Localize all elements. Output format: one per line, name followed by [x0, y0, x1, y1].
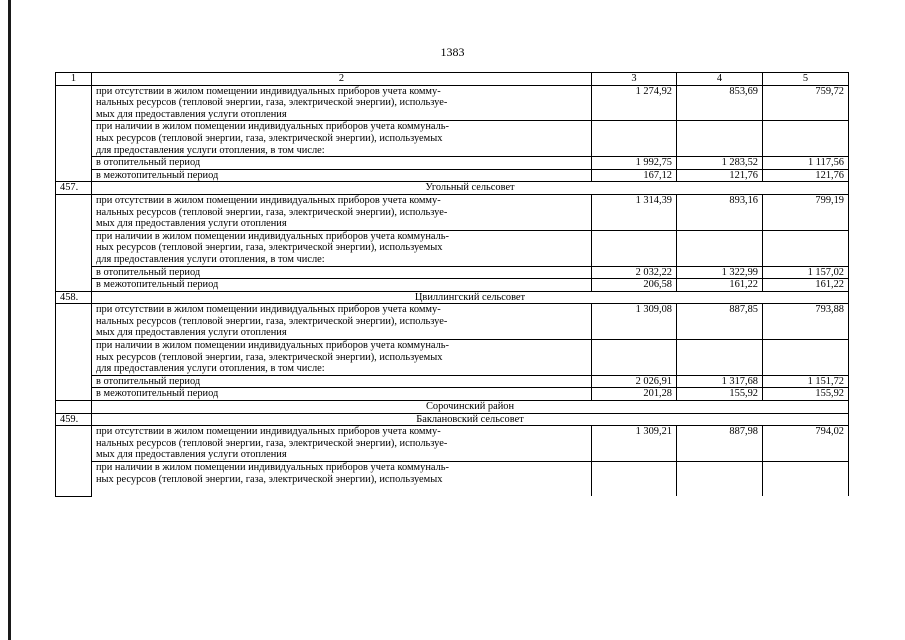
description-line: мых для предоставления услуги отопления — [96, 218, 287, 230]
table-row — [56, 157, 849, 170]
value-cell-v4: 155,92 — [677, 388, 763, 401]
table-row — [56, 230, 849, 266]
row-description — [92, 426, 592, 462]
column-header: 4 — [677, 73, 763, 86]
description-line: при отсутствии в жилом помещении индивидуальных приборов учета комму- — [96, 194, 441, 206]
column-header: 1 — [56, 73, 92, 86]
value-cell-v5 — [763, 462, 849, 497]
value-cell-v5 — [763, 121, 849, 157]
value-cell-v4: 887,98 — [677, 426, 763, 462]
description-line: нальных ресурсов (тепловой энергии, газа, электрической энергии), используе- — [96, 97, 448, 109]
row-description — [92, 304, 592, 340]
table-row — [56, 340, 849, 376]
settlement-heading: Баклановский сельсовет — [92, 413, 849, 426]
value-cell-v4: 1 283,52 — [677, 157, 763, 170]
row-number: 457. — [56, 182, 92, 195]
row-number-cell — [56, 194, 92, 291]
value-cell-v4 — [677, 121, 763, 157]
description-line: при отсутствии в жилом помещении индивидуальных приборов учета комму- — [96, 85, 441, 97]
description-line: нальных ресурсов (тепловой энергии, газа, электрической энергии), используе- — [96, 206, 448, 218]
table-row — [56, 388, 849, 401]
description-line: при наличии в жилом помещении индивидуальных приборов учета коммуналь- — [96, 462, 449, 473]
table-row — [56, 194, 849, 230]
table-row — [56, 462, 849, 497]
table-row — [56, 279, 849, 292]
value-cell-v3 — [592, 230, 677, 266]
settlement-heading-row — [56, 291, 849, 304]
row-description: в межотопительный период — [92, 169, 592, 182]
value-cell-v5: 794,02 — [763, 426, 849, 462]
value-cell-v4: 1 322,99 — [677, 266, 763, 279]
column-header: 2 — [92, 73, 592, 86]
value-cell-v4: 887,85 — [677, 304, 763, 340]
description-line: ных ресурсов (тепловой энергии, газа, электрической энергии), используемых — [96, 351, 443, 363]
value-cell-v4: 1 317,68 — [677, 375, 763, 388]
description-line: мых для предоставления услуги отопления — [96, 327, 287, 339]
value-cell-v3: 1 309,08 — [592, 304, 677, 340]
row-description — [92, 462, 592, 497]
value-cell-v5: 759,72 — [763, 85, 849, 121]
table-row — [56, 375, 849, 388]
value-cell-v5 — [763, 340, 849, 376]
table-row — [56, 121, 849, 157]
value-cell-v3: 1 274,92 — [592, 85, 677, 121]
settlement-heading: Цвиллингский сельсовет — [92, 291, 849, 304]
description-line: при наличии в жилом помещении индивидуальных приборов учета коммуналь- — [96, 121, 449, 133]
column-header: 5 — [763, 73, 849, 86]
table-row — [56, 85, 849, 121]
district-row — [56, 401, 849, 414]
row-number-cell — [56, 401, 92, 414]
description-line: для предоставления услуги отопления, в том числе: — [96, 144, 325, 156]
value-cell-v5: 155,92 — [763, 388, 849, 401]
value-cell-v3: 1 309,21 — [592, 426, 677, 462]
row-description: в отопительный период — [92, 375, 592, 388]
row-description — [92, 230, 592, 266]
value-cell-v5: 1 117,56 — [763, 157, 849, 170]
row-description: в межотопительный период — [92, 388, 592, 401]
value-cell-v4: 853,69 — [677, 85, 763, 121]
column-header: 3 — [592, 73, 677, 86]
row-description: в отопительный период — [92, 266, 592, 279]
value-cell-v4 — [677, 340, 763, 376]
value-cell-v5: 1 151,72 — [763, 375, 849, 388]
binding-line — [8, 0, 11, 640]
value-cell-v4: 893,16 — [677, 194, 763, 230]
district-heading: Сорочинский район — [92, 401, 849, 414]
row-description: в отопительный период — [92, 157, 592, 170]
description-line: ных ресурсов (тепловой энергии, газа, электрической энергии), используемых — [96, 132, 443, 144]
description-line: для предоставления услуги отопления, в том числе: — [96, 253, 325, 265]
value-cell-v3: 167,12 — [592, 169, 677, 182]
row-number-cell — [56, 85, 92, 182]
settlement-heading-row — [56, 182, 849, 195]
value-cell-v3: 1 992,75 — [592, 157, 677, 170]
value-cell-v3: 201,28 — [592, 388, 677, 401]
table-row — [56, 304, 849, 340]
row-number: 459. — [56, 413, 92, 426]
row-number-cell — [56, 304, 92, 401]
description-line: нальных ресурсов (тепловой энергии, газа, электрической энергии), используе- — [96, 437, 448, 449]
value-cell-v5: 1 157,02 — [763, 266, 849, 279]
row-number-cell — [56, 426, 92, 496]
description-line: при отсутствии в жилом помещении индивидуальных приборов учета комму- — [96, 304, 441, 316]
value-cell-v3: 1 314,39 — [592, 194, 677, 230]
value-cell-v3 — [592, 462, 677, 497]
description-line: нальных ресурсов (тепловой энергии, газа, электрической энергии), используе- — [96, 315, 448, 327]
row-description — [92, 340, 592, 376]
row-description — [92, 85, 592, 121]
description-line: ных ресурсов (тепловой энергии, газа, электрической энергии), используемых — [96, 242, 443, 254]
description-line: при наличии в жилом помещении индивидуальных приборов учета коммуналь- — [96, 230, 449, 242]
table-row — [56, 266, 849, 279]
row-description: в межотопительный период — [92, 279, 592, 292]
value-cell-v3 — [592, 121, 677, 157]
description-line: мых для предоставления услуги отопления — [96, 449, 287, 461]
table-body — [56, 85, 849, 496]
value-cell-v3: 2 032,22 — [592, 266, 677, 279]
description-line: при наличии в жилом помещении индивидуальных приборов учета коммуналь- — [96, 340, 449, 352]
value-cell-v4 — [677, 462, 763, 497]
value-cell-v3: 206,58 — [592, 279, 677, 292]
value-cell-v4 — [677, 230, 763, 266]
row-description — [92, 121, 592, 157]
settlement-heading-row — [56, 413, 849, 426]
row-description — [92, 194, 592, 230]
value-cell-v4: 121,76 — [677, 169, 763, 182]
table-row — [56, 169, 849, 182]
description-line: при отсутствии в жилом помещении индивидуальных приборов учета комму- — [96, 426, 441, 438]
value-cell-v5: 121,76 — [763, 169, 849, 182]
value-cell-v5: 799,19 — [763, 194, 849, 230]
value-cell-v5: 161,22 — [763, 279, 849, 292]
row-number: 458. — [56, 291, 92, 304]
value-cell-v5: 793,88 — [763, 304, 849, 340]
value-cell-v3 — [592, 340, 677, 376]
tariff-table — [55, 72, 849, 497]
value-cell-v5 — [763, 230, 849, 266]
description-line: мых для предоставления услуги отопления — [96, 108, 287, 120]
table-row — [56, 426, 849, 462]
value-cell-v3: 2 026,91 — [592, 375, 677, 388]
description-line: для предоставления услуги отопления, в том числе: — [96, 363, 325, 375]
page-number: 1383 — [440, 45, 465, 59]
value-cell-v4: 161,22 — [677, 279, 763, 292]
description-line: ных ресурсов (тепловой энергии, газа, электрической энергии), используемых — [96, 473, 443, 485]
settlement-heading: Угольный сельсовет — [92, 182, 849, 195]
column-number-row — [56, 73, 849, 86]
